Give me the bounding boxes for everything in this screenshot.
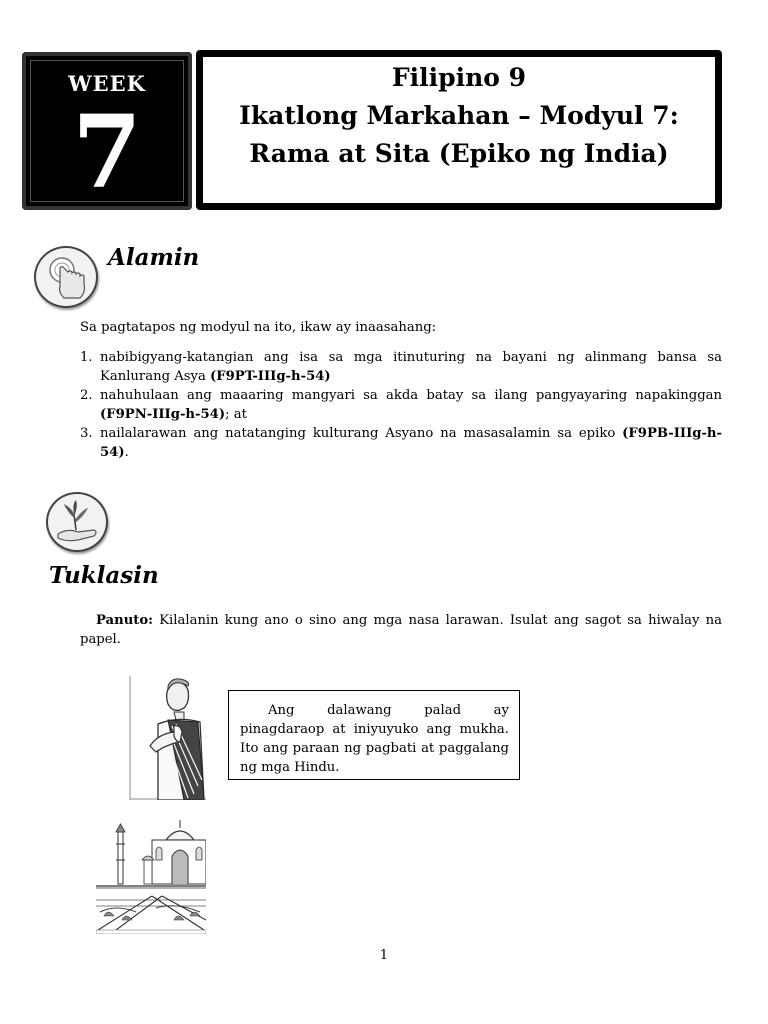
- alamin-heading: Alamin: [108, 244, 200, 271]
- quarter-module-title: Ikatlong Markahan – Modyul 7:: [239, 101, 679, 130]
- module-title-box: [196, 50, 722, 210]
- instruction-label: Panuto:: [96, 613, 154, 628]
- tuklasin-heading: Tuklasin: [49, 562, 159, 589]
- instruction-text: Panuto: Kilalanin kung ano o sino ang mga nasa larawan. Isulat ang sagot sa hiwalay na papel.: [80, 613, 722, 647]
- list-item: 1. nabibigyang-katangian ang isa sa mga itinuturing na bayani ng alinmang bansa sa Kanlurang Asya (F9PT-IIIg-h-54): [80, 350, 722, 384]
- clue-box: [228, 690, 520, 780]
- list-item: 2. nahuhulaan ang maaaring mangyari sa akda batay sa ilang pangyayaring napakinggan (F9PN-IIIg-h-54); at: [80, 388, 722, 422]
- objectives-list: [80, 348, 722, 462]
- lesson-title: Rama at Sita (Epiko ng India): [249, 139, 669, 168]
- week-number: 7: [72, 93, 142, 211]
- list-item: 3. nailalarawan ang natatanging kulturang Asyano na masasalamin sa epiko (F9PB-IIIg-h-54).: [80, 426, 722, 460]
- subject-title: Filipino 9: [391, 63, 527, 92]
- namaste-woman-illustration: [128, 676, 206, 800]
- taj-mahal-illustration: [96, 816, 206, 934]
- touch-hand-icon: [34, 246, 98, 308]
- page-number: 1: [379, 948, 389, 963]
- week-badge: [22, 52, 192, 210]
- clue-text: Ang dalawang palad ay pinagdaraop at iniyuyuko ang mukha. Ito ang paraan ng pagbati at paggalang ng mga Hindu.: [240, 703, 509, 775]
- hand-plant-icon: [46, 492, 108, 552]
- objectives-intro: Sa pagtatapos ng modyul na ito, ikaw ay inaasahang:: [80, 320, 437, 335]
- week-label: WEEK: [68, 71, 146, 96]
